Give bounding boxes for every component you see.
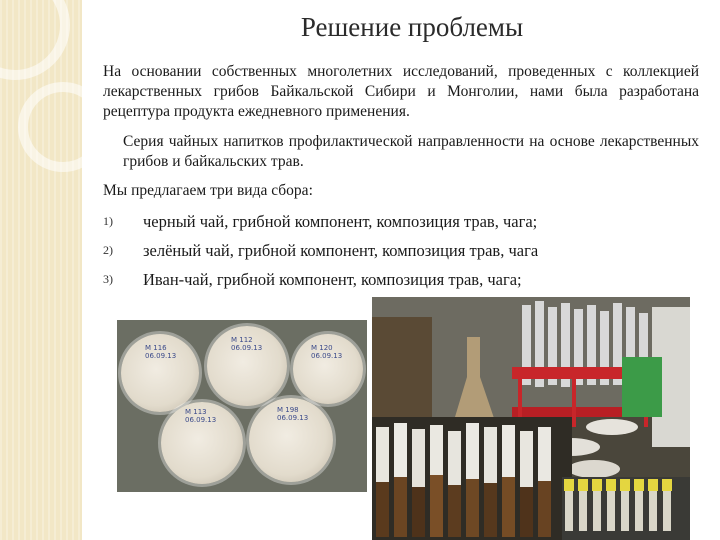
petri-dish: M 120 06.09.13 (293, 334, 363, 404)
series-text: Серия чайных напитков профилактической направленности на основе лекарственных грибов и байкальских трав. (123, 133, 699, 170)
list-text: Иван-чай, грибной компонент, композиция трав, чага; (143, 270, 522, 289)
intro-paragraph (103, 62, 699, 122)
lab-scene-illustration (372, 297, 690, 540)
series-paragraph (103, 132, 699, 172)
offer-text: Мы предлагаем три вида сбора: (103, 182, 313, 199)
petri-dish: M 198 06.09.13 (249, 398, 333, 482)
list-number: 3) (103, 272, 113, 286)
decorative-sidebar (0, 0, 82, 540)
offer-heading (103, 181, 699, 201)
list-number: 1) (103, 214, 113, 228)
list-number: 2) (103, 243, 113, 257)
petri-dish: M 112 06.09.13 (207, 326, 287, 406)
petri-dish: M 113 06.09.13 (161, 402, 243, 484)
petri-dishes-photo (117, 320, 367, 492)
intro-text: На основании собственных многолетних исследований, проведенных с коллекцией лекарственных грибов Байкальской Сибири и Монголии, нами была разработана рецептура продукта ежедневного применения. (103, 63, 699, 120)
list-text: черный чай, грибной компонент, композиция трав, чага; (143, 212, 538, 231)
slide-title: Решение проблемы (300, 12, 524, 42)
list-text: зелёный чай, грибной компонент, композиция трав, чага (143, 241, 539, 260)
lab-test-tubes-photo (372, 297, 690, 540)
petri-dish: M 116 06.09.13 (121, 334, 199, 412)
